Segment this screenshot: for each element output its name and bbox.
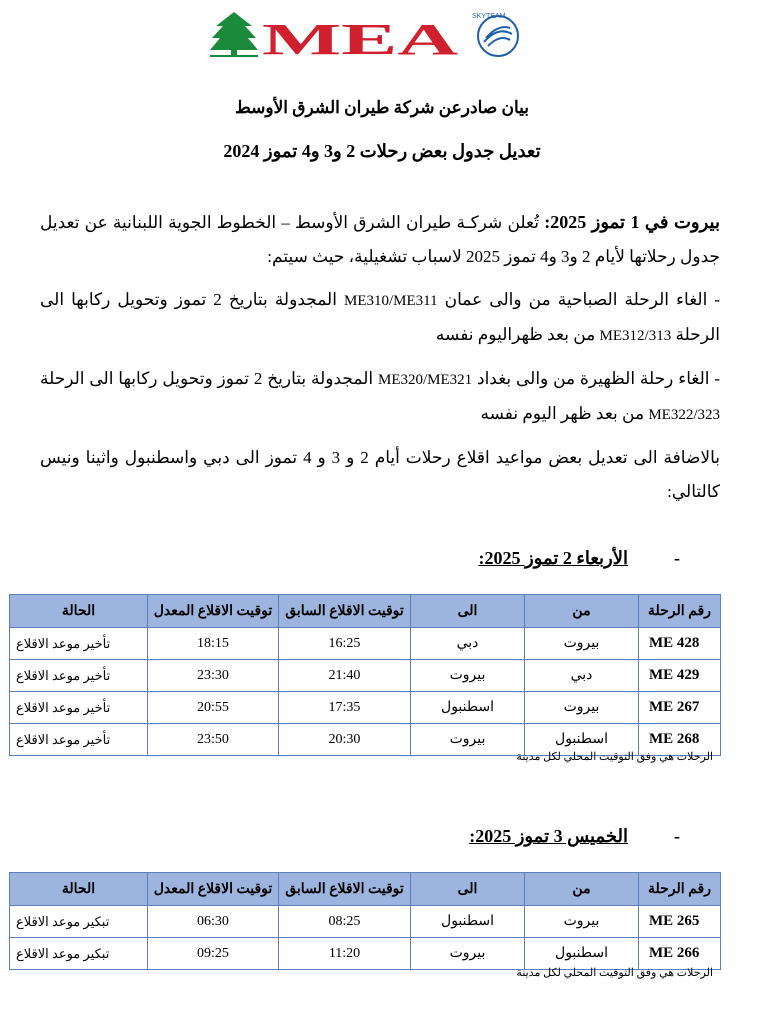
section-heading [469, 826, 680, 847]
to-city: اسطنبول [411, 906, 525, 938]
flight-number: ME 267 [639, 692, 721, 724]
col-old-time: توقيت الاقلاع السابق [279, 873, 411, 906]
col-to: الى [411, 595, 525, 628]
section-dash: - [674, 826, 680, 846]
status: تأخير موعد الاقلاع [10, 724, 148, 756]
from-city: اسطنبول [525, 938, 639, 970]
col-new-time: توقيت الاقلاع المعدل [148, 873, 279, 906]
flights-table [9, 872, 721, 970]
item-2 [40, 362, 720, 432]
from-city: اسطنبول [525, 724, 639, 756]
item-2-code2: ME322/323 [648, 407, 720, 423]
from-city: بيروت [525, 692, 639, 724]
skyteam-label: SKYTEAM [472, 13, 506, 20]
section-heading-text: الأربعاء 2 تموز 2025: [478, 548, 628, 568]
table-row [10, 660, 721, 692]
to-city: دبي [411, 628, 525, 660]
col-to: الى [411, 873, 525, 906]
new-time: 09:25 [148, 938, 279, 970]
mea-logo [210, 8, 520, 64]
status: تأخير موعد الاقلاع [10, 628, 148, 660]
status: تبكير موعد الاقلاع [10, 906, 148, 938]
table-header-row [10, 595, 721, 628]
status: تبكير موعد الاقلاع [10, 938, 148, 970]
to-city: اسطنبول [411, 692, 525, 724]
status: تأخير موعد الاقلاع [10, 692, 148, 724]
col-status: الحالة [10, 873, 148, 906]
col-status: الحالة [10, 595, 148, 628]
flight-number: ME 429 [639, 660, 721, 692]
flight-number: ME 265 [639, 906, 721, 938]
section-heading [478, 548, 680, 569]
intro-paragraph [40, 205, 720, 274]
to-city: بيروت [411, 938, 525, 970]
col-from: من [525, 595, 639, 628]
item-1 [40, 283, 720, 353]
to-city: بيروت [411, 724, 525, 756]
new-time: 06:30 [148, 906, 279, 938]
col-flight: رقم الرحلة [639, 873, 721, 906]
item-1-pre: - الغاء الرحلة الصباحية من والى عمان [437, 290, 720, 309]
table-note: الرحلات هي وفق التوقيت المحلي لكل مدينة [516, 967, 713, 979]
skyteam-icon [472, 13, 518, 56]
table-row [10, 628, 721, 660]
flight-number: ME 428 [639, 628, 721, 660]
old-time: 21:40 [279, 660, 411, 692]
item-2-post: من بعد ظهر اليوم نفسه [480, 404, 649, 423]
statement-subtitle: تعديل جدول بعض رحلات 2 و3 و4 تموز 2024 [223, 141, 541, 161]
old-time: 17:35 [279, 692, 411, 724]
old-time: 16:25 [279, 628, 411, 660]
new-time: 18:15 [148, 628, 279, 660]
addition-paragraph: بالاضافة الى تعديل بعض مواعيد اقلاع رحلات أيام 2 و 3 و 4 تموز الى دبي واسطنبول واثينا ونيس كالتالي: [40, 448, 720, 501]
new-time: 23:50 [148, 724, 279, 756]
col-new-time: توقيت الاقلاع المعدل [148, 595, 279, 628]
section-heading-text: الخميس 3 تموز 2025: [469, 826, 628, 846]
item-2-mid: المجدولة بتاريخ 2 تموز وتحويل ركابها الى الرحلة [40, 369, 378, 388]
statement-title: بيان صادرعن شركة طيران الشرق الأوسط [235, 98, 529, 117]
col-from: من [525, 873, 639, 906]
table-row [10, 692, 721, 724]
old-time: 20:30 [279, 724, 411, 756]
status: تأخير موعد الاقلاع [10, 660, 148, 692]
flight-number: ME 266 [639, 938, 721, 970]
item-2-pre: - الغاء رحلة الظهيرة من والى بغداد [472, 369, 720, 388]
to-city: بيروت [411, 660, 525, 692]
item-2-code: ME320/ME321 [377, 372, 473, 388]
announcement-body [40, 205, 720, 518]
new-time: 23:30 [148, 660, 279, 692]
intro-lead: بيروت في 1 تموز 2025: [544, 212, 720, 232]
table-row [10, 906, 721, 938]
new-time: 20:55 [148, 692, 279, 724]
item-1-post: من بعد ظهراليوم نفسه [435, 325, 600, 344]
cedar-tree-icon [210, 12, 258, 56]
flight-number: ME 268 [639, 724, 721, 756]
item-1-mid: المجدولة بتاريخ 2 تموز وتحويل ركابها الى الرحلة [40, 290, 720, 344]
table-header-row [10, 873, 721, 906]
flights-table [9, 594, 721, 756]
table-row [10, 938, 721, 970]
from-city: بيروت [525, 906, 639, 938]
logo-text: MEA [262, 15, 459, 64]
item-1-code2: ME312/313 [599, 328, 672, 344]
old-time: 11:20 [279, 938, 411, 970]
col-flight: رقم الرحلة [639, 595, 721, 628]
from-city: بيروت [525, 628, 639, 660]
intro-text: تُعلن شركـة طيران الشرق الأوسط – الخطوط الجوية اللبنانية عن تعديل جدول رحلاتها لأيام 2 و3 و4 تموز 2025 لاسباب تشغيلية، حيث سيتم: [40, 213, 720, 266]
item-1-code: ME310/ME311 [343, 293, 438, 309]
col-old-time: توقيت الاقلاع السابق [279, 595, 411, 628]
old-time: 08:25 [279, 906, 411, 938]
table-note: الرحلات هي وفق التوقيت المحلي لكل مدينة [516, 751, 713, 763]
from-city: دبي [525, 660, 639, 692]
section-dash: - [674, 548, 680, 568]
